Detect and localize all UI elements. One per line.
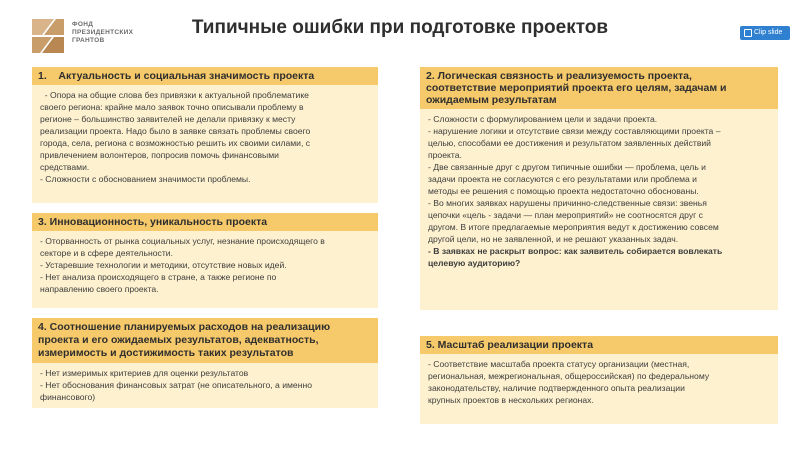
page-title: Типичные ошибки при подготовке проектов bbox=[191, 17, 609, 38]
card-heading-line: проекта и его ожидаемых результатов, адекватность, bbox=[38, 334, 319, 346]
card-line: - Опора на общие слова без привязки к актуальной проблематике bbox=[40, 90, 309, 100]
card-heading-line: соответствие мероприятий проекта его целям, задачам и bbox=[426, 82, 727, 94]
card-body bbox=[32, 363, 378, 407]
card-line: задачи проекта не согласуются с его результатами или проблема и bbox=[428, 174, 697, 184]
card-line: крупных проектов в нескольких регионах. bbox=[428, 395, 594, 405]
card-heading bbox=[420, 67, 778, 109]
card-heading: 1. Актуальность и социальная значимость проекта bbox=[32, 67, 378, 85]
card-innovation bbox=[32, 213, 378, 308]
card-line-bold: - В заявках не раскрыт вопрос: как заявитель собирается вовлекать bbox=[428, 246, 723, 256]
card-line: финансового) bbox=[40, 392, 96, 402]
card-line: города, села, региона с возможностью решить их своими силами, с bbox=[40, 138, 311, 148]
card-heading-line: 2. Логическая связность и реализуемость проекта, bbox=[426, 70, 692, 82]
card-heading-line: измеримость и достижимость таких результатов bbox=[38, 347, 294, 359]
card-costs-results bbox=[32, 318, 378, 408]
clip-slide-label: Clip slide bbox=[754, 29, 783, 36]
card-line: реализации проекта. Надо было в заявке связать проблемы своего bbox=[40, 126, 311, 136]
card-body bbox=[420, 109, 778, 273]
card-line: - Две связанные друг с другом типичные ошибки — проблема, цель и bbox=[428, 162, 706, 172]
card-scale bbox=[420, 336, 778, 424]
card-line-bold: целевую аудиторию? bbox=[428, 258, 521, 268]
card-heading: 3. Инновационность, уникальность проекта bbox=[32, 213, 378, 231]
logo-line-2: ПРЕЗИДЕНТСКИХ bbox=[72, 29, 134, 36]
card-body bbox=[420, 354, 778, 410]
card-line: проекта. bbox=[428, 150, 462, 160]
card-body bbox=[32, 85, 378, 189]
logo-line-1: ФОНД bbox=[72, 21, 94, 28]
card-line: своего региона: крайне мало заявок точно описывали проблему в bbox=[40, 102, 304, 112]
clip-icon bbox=[744, 29, 752, 37]
card-line: - Соответствие масштаба проекта статусу организации (местная, bbox=[428, 359, 690, 369]
card-logical-coherence bbox=[420, 67, 778, 310]
card-line: другом. В итоге предлагаемые мероприятия ведут к достижению совсем bbox=[428, 222, 719, 232]
card-line: методы ее решения с помощью проекта недостаточно обоснованы. bbox=[428, 186, 699, 196]
card-line: другой цели, но не заявленной, и не решают указанных задач. bbox=[428, 234, 679, 244]
card-line: - Сложности с формулированием цели и задачи проекта. bbox=[428, 114, 658, 124]
card-line: направлению своего проекта. bbox=[40, 284, 159, 294]
card-line: привлечением волонтеров, попросив помочь финансовыми bbox=[40, 150, 279, 160]
card-line: цепочки «цель - задачи — план мероприятий» не соотносятся друг с bbox=[428, 210, 703, 220]
card-line: - Во многих заявках нарушены причинно-следственные связи: звенья bbox=[428, 198, 707, 208]
card-line: - Нет обоснования финансовых затрат (не описательного, а именно bbox=[40, 380, 312, 390]
card-line: - Устаревшие технологии и методики, отсутствие новых идей. bbox=[40, 260, 287, 270]
card-body bbox=[32, 231, 378, 299]
card-line: секторе и в сфере деятельности. bbox=[40, 248, 173, 258]
clip-slide-button[interactable] bbox=[740, 26, 790, 40]
card-line: средствами. bbox=[40, 162, 90, 172]
card-line: - Сложности с обоснованием значимости проблемы. bbox=[40, 174, 251, 184]
card-heading-line: ожидаемым результатам bbox=[426, 94, 557, 106]
card-relevance bbox=[32, 67, 378, 203]
card-line: - Нет измеримых критериев для оценки результатов bbox=[40, 368, 249, 378]
card-line: - Оторванность от рынка социальных услуг, незнание происходящего в bbox=[40, 236, 325, 246]
card-line: целью, способами ее достижения и результатом заявленных действий bbox=[428, 138, 711, 148]
card-heading-line: 4. Соотношение планируемых расходов на реализацию bbox=[38, 321, 331, 333]
card-line: законодательству, наличие подтвержденного опыта реализации bbox=[428, 383, 685, 393]
card-line: региональная, межрегиональная, общероссийская) по федеральному bbox=[428, 371, 710, 381]
card-line: регионе – большинство заявителей не делали привязку к месту bbox=[40, 114, 296, 124]
card-heading bbox=[32, 318, 378, 363]
card-heading: 5. Масштаб реализации проекта bbox=[420, 336, 778, 354]
card-line: - нарушение логики и отсутствие связи между составляющими проекта – bbox=[428, 126, 721, 136]
card-line: - Нет анализа происходящего в стране, а также регионе по bbox=[40, 272, 277, 282]
logo-line-3: ГРАНТОВ bbox=[72, 37, 105, 44]
